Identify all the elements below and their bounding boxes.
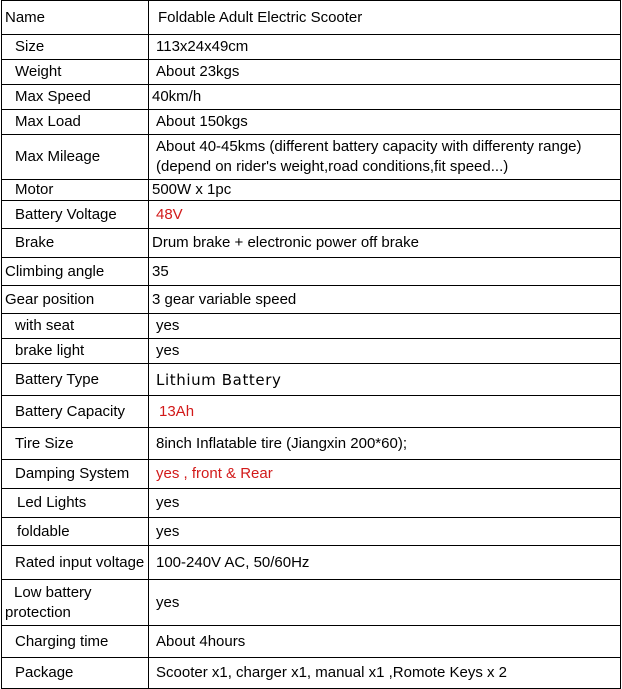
- table-row: [2, 428, 621, 460]
- table-row: [2, 229, 621, 258]
- spec-value: 35: [149, 258, 621, 286]
- spec-value: [149, 135, 621, 180]
- spec-key: Rated input voltage: [2, 546, 149, 580]
- table-row: [2, 1, 621, 35]
- spec-value: yes: [149, 489, 621, 518]
- spec-value: Drum brake + electronic power off brake: [149, 229, 621, 258]
- spec-value: 13Ah: [149, 396, 621, 428]
- table-row: [2, 85, 621, 110]
- spec-key: Gear position: [2, 286, 149, 314]
- spec-key: foldable: [2, 518, 149, 546]
- spec-key: Tire Size: [2, 428, 149, 460]
- spec-key: Package: [2, 658, 149, 689]
- spec-key: Max Speed: [2, 85, 149, 110]
- spec-value: Foldable Adult Electric Scooter: [149, 1, 621, 35]
- spec-key: Max Load: [2, 110, 149, 135]
- spec-key: Battery Type: [2, 364, 149, 396]
- spec-key: Max Mileage: [2, 135, 149, 180]
- table-row: [2, 626, 621, 658]
- spec-value: 3 gear variable speed: [149, 286, 621, 314]
- spec-value: About 4hours: [149, 626, 621, 658]
- spec-value: yes , front & Rear: [149, 460, 621, 489]
- spec-key: Charging time: [2, 626, 149, 658]
- table-row: [2, 546, 621, 580]
- table-row: [2, 286, 621, 314]
- spec-value-line: About 40-45kms (different battery capacity with differenty range): [156, 138, 582, 155]
- spec-key: Size: [2, 35, 149, 60]
- spec-key: Damping System: [2, 460, 149, 489]
- spec-key: Led Lights: [2, 489, 149, 518]
- spec-value: yes: [149, 518, 621, 546]
- spec-value: yes: [149, 580, 621, 626]
- table-row: [2, 180, 621, 201]
- table-row: [2, 489, 621, 518]
- table-row: [2, 460, 621, 489]
- spec-key: Weight: [2, 60, 149, 85]
- spec-value: 100-240V AC, 50/60Hz: [149, 546, 621, 580]
- spec-key-line: protection: [5, 603, 71, 621]
- spec-key: Climbing angle: [2, 258, 149, 286]
- spec-key: [2, 580, 149, 626]
- spec-value: About 150kgs: [149, 110, 621, 135]
- spec-key: brake light: [2, 339, 149, 364]
- table-row: [2, 518, 621, 546]
- spec-key-line: Low battery: [14, 583, 92, 601]
- table-row: [2, 364, 621, 396]
- spec-value: yes: [149, 339, 621, 364]
- table-row: [2, 658, 621, 689]
- spec-value-line: (depend on rider's weight,road conditions,fit speed...): [156, 158, 509, 175]
- spec-value: About 23kgs: [149, 60, 621, 85]
- table-row: [2, 35, 621, 60]
- spec-value: 8inch Inflatable tire (Jiangxin 200*60);: [149, 428, 621, 460]
- table-row: [2, 60, 621, 85]
- spec-key: Brake: [2, 229, 149, 258]
- table-row: [2, 258, 621, 286]
- table-row: [2, 580, 621, 626]
- spec-key: Battery Voltage: [2, 201, 149, 229]
- spec-value: 113x24x49cm: [149, 35, 621, 60]
- spec-value: yes: [149, 314, 621, 339]
- table-row: [2, 339, 621, 364]
- spec-value: Scooter x1, charger x1, manual x1 ,Romote Keys x 2: [149, 658, 621, 689]
- spec-value: Lithium Battery: [149, 364, 621, 396]
- spec-key: Motor: [2, 180, 149, 201]
- spec-key: with seat: [2, 314, 149, 339]
- spec-value: 500W x 1pc: [149, 180, 621, 201]
- spec-value: 48V: [149, 201, 621, 229]
- table-row: [2, 201, 621, 229]
- spec-key: Name: [2, 1, 149, 35]
- spec-table: [1, 0, 621, 689]
- table-row: [2, 135, 621, 180]
- spec-value: 40km/h: [149, 85, 621, 110]
- table-row: [2, 314, 621, 339]
- spec-key: Battery Capacity: [2, 396, 149, 428]
- table-row: [2, 110, 621, 135]
- table-row: [2, 396, 621, 428]
